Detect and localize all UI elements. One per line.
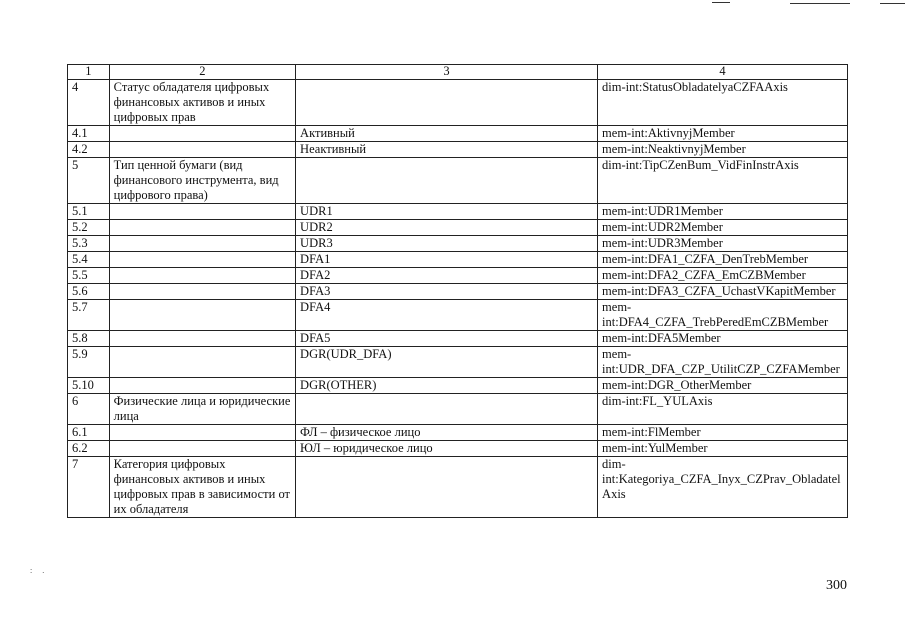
cell-n: 7 (68, 457, 110, 518)
cell-code: dim-int:TipCZenBum_VidFinInstrAxis (598, 158, 848, 204)
header-cell: 2 (109, 65, 295, 80)
table-row (68, 220, 848, 236)
scan-artifact-line (790, 3, 850, 4)
cell-n: 4.1 (68, 126, 110, 142)
cell-n: 4.2 (68, 142, 110, 158)
cell-n: 4 (68, 80, 110, 126)
taxonomy-table (67, 64, 848, 518)
table-row (68, 284, 848, 300)
cell-name: Категория цифровых финансовых активов и иных цифровых прав в зависимости от их обладателя (109, 457, 295, 518)
cell-code: mem-int:YulMember (598, 441, 848, 457)
header-cell: 1 (68, 65, 110, 80)
cell-name (109, 441, 295, 457)
table-row (68, 158, 848, 204)
cell-value: DFA1 (296, 252, 598, 268)
cell-value: DGR(OTHER) (296, 378, 598, 394)
cell-value: ЮЛ – юридическое лицо (296, 441, 598, 457)
table-row (68, 142, 848, 158)
cell-value (296, 457, 598, 518)
cell-value (296, 158, 598, 204)
table-row (68, 425, 848, 441)
cell-name (109, 378, 295, 394)
cell-code: mem-int:DFA3_CZFA_UchastVKapitMember (598, 284, 848, 300)
cell-value: DFA5 (296, 331, 598, 347)
table-row (68, 378, 848, 394)
cell-name (109, 425, 295, 441)
cell-code: mem-int:UDR1Member (598, 204, 848, 220)
cell-code: mem-int:DGR_OtherMember (598, 378, 848, 394)
cell-code: dim-int:StatusObladatelyaCZFAAxis (598, 80, 848, 126)
cell-value: UDR2 (296, 220, 598, 236)
table-row (68, 204, 848, 220)
cell-value: Активный (296, 126, 598, 142)
table-body (68, 80, 848, 518)
cell-name: Физические лица и юридические лица (109, 394, 295, 425)
cell-name: Тип ценной бумаги (вид финансового инструмента, вид цифрового права) (109, 158, 295, 204)
cell-value: DFA4 (296, 300, 598, 331)
cell-name (109, 284, 295, 300)
cell-value: UDR1 (296, 204, 598, 220)
scan-artifact-line (880, 3, 905, 4)
cell-n: 5.1 (68, 204, 110, 220)
cell-n: 5.8 (68, 331, 110, 347)
cell-name: Статус обладателя цифровых финансовых активов и иных цифровых прав (109, 80, 295, 126)
cell-name (109, 331, 295, 347)
scan-margin-mark: : . (30, 566, 49, 575)
header-cell: 4 (598, 65, 848, 80)
cell-n: 5 (68, 158, 110, 204)
cell-name (109, 300, 295, 331)
cell-name (109, 236, 295, 252)
cell-n: 5.10 (68, 378, 110, 394)
cell-n: 5.3 (68, 236, 110, 252)
cell-code: mem-int:DFA2_CZFA_EmCZBMember (598, 268, 848, 284)
cell-code: mem-int:UDR2Member (598, 220, 848, 236)
table-row (68, 268, 848, 284)
cell-value: DFA2 (296, 268, 598, 284)
table-row (68, 394, 848, 425)
cell-code: mem-int:DFA1_CZFA_DenTrebMember (598, 252, 848, 268)
header-cell: 3 (296, 65, 598, 80)
cell-value: UDR3 (296, 236, 598, 252)
table-row (68, 300, 848, 331)
table-row (68, 252, 848, 268)
cell-value: DFA3 (296, 284, 598, 300)
scan-artifact-line (712, 2, 730, 3)
cell-code: mem-int:UDR3Member (598, 236, 848, 252)
cell-n: 5.6 (68, 284, 110, 300)
cell-n: 6.2 (68, 441, 110, 457)
page-number: 300 (826, 578, 847, 593)
table-row (68, 236, 848, 252)
cell-n: 5.5 (68, 268, 110, 284)
cell-name (109, 204, 295, 220)
cell-name (109, 268, 295, 284)
cell-value: Неактивный (296, 142, 598, 158)
cell-value (296, 80, 598, 126)
table-row (68, 331, 848, 347)
cell-name (109, 142, 295, 158)
cell-name (109, 347, 295, 378)
cell-code: mem-int:FlMember (598, 425, 848, 441)
cell-name (109, 252, 295, 268)
cell-value: ФЛ – физическое лицо (296, 425, 598, 441)
table-row (68, 80, 848, 126)
cell-n: 5.4 (68, 252, 110, 268)
table-row (68, 347, 848, 378)
cell-n: 6 (68, 394, 110, 425)
cell-code: dim-int:Kategoriya_CZFA_Inyx_CZPrav_ObladatelAxis (598, 457, 848, 518)
cell-code: mem-int:NeaktivnyjMember (598, 142, 848, 158)
cell-value (296, 394, 598, 425)
cell-code: dim-int:FL_YULAxis (598, 394, 848, 425)
cell-code: mem-int:UDR_DFA_CZP_UtilitCZP_CZFAMember (598, 347, 848, 378)
cell-code: mem-int:DFA5Member (598, 331, 848, 347)
cell-name (109, 126, 295, 142)
cell-n: 5.7 (68, 300, 110, 331)
table-row (68, 457, 848, 518)
table-row (68, 126, 848, 142)
cell-code: mem-int:DFA4_CZFA_TrebPeredEmCZBMember (598, 300, 848, 331)
cell-name (109, 220, 295, 236)
table-header-row (68, 65, 848, 80)
table-row (68, 441, 848, 457)
cell-n: 6.1 (68, 425, 110, 441)
cell-n: 5.2 (68, 220, 110, 236)
cell-value: DGR(UDR_DFA) (296, 347, 598, 378)
cell-code: mem-int:AktivnyjMember (598, 126, 848, 142)
cell-n: 5.9 (68, 347, 110, 378)
